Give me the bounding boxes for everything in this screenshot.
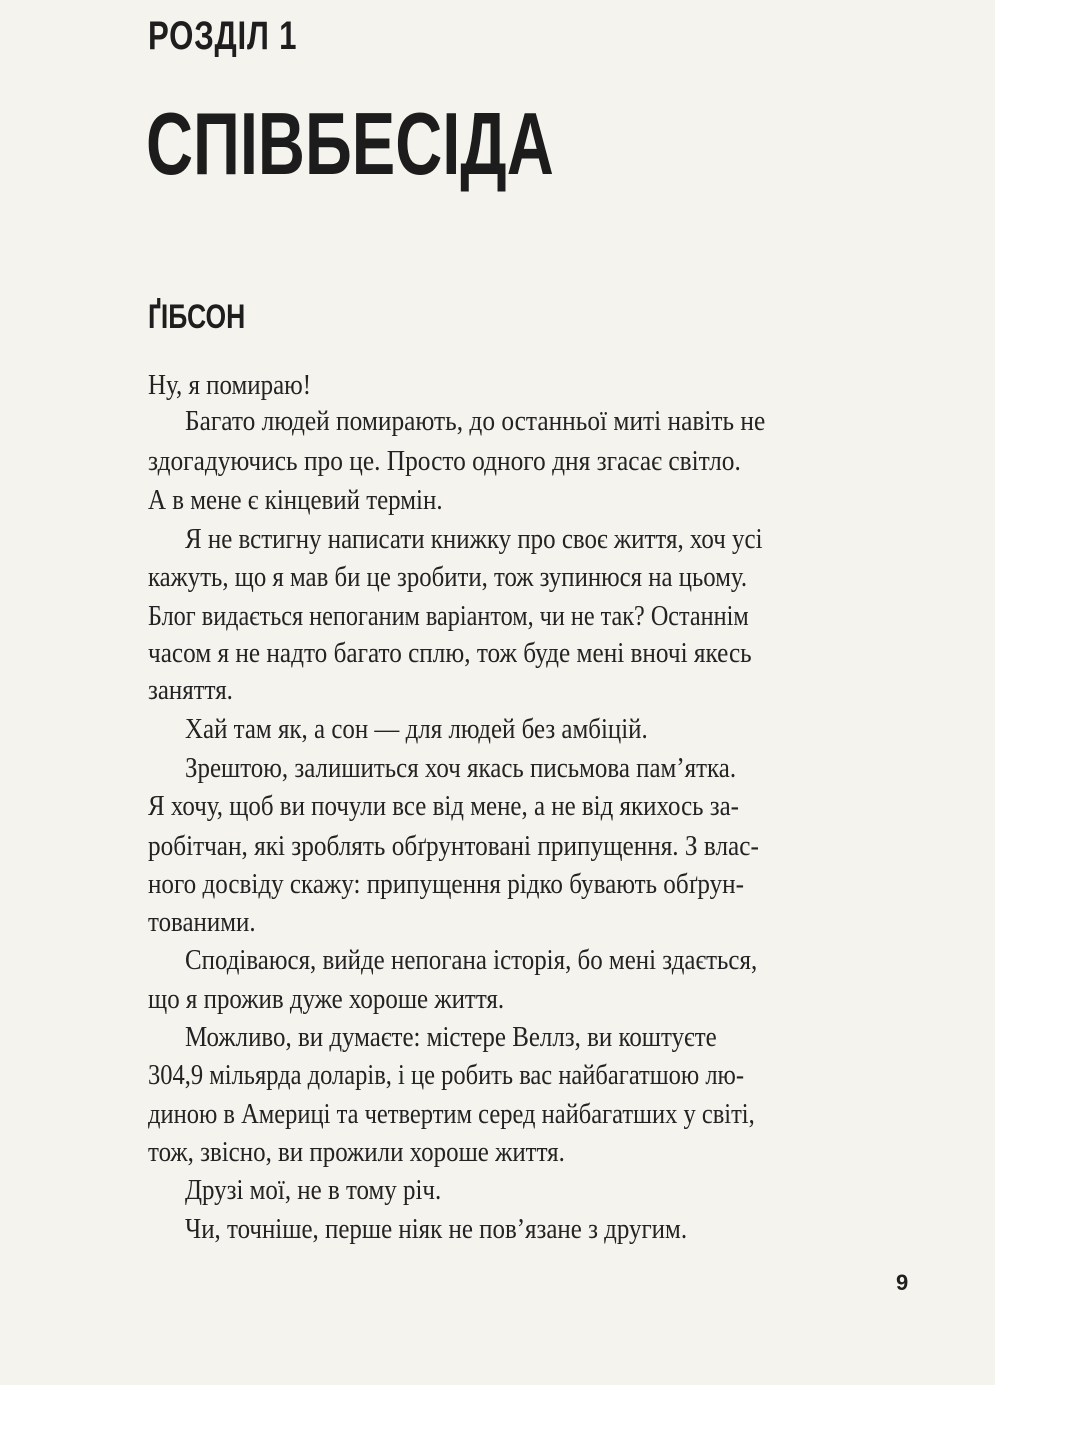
text-line: Друзі мої, не в тому річ.: [185, 1174, 442, 1206]
text-line: що я прожив дуже хороше життя.: [148, 983, 505, 1015]
text-line: Сподіваюся, вийде непогана історія, бо мені здається,: [185, 944, 758, 976]
text-line: Чи, точніше, перше ніяк не пов’язане з другим.: [185, 1213, 688, 1245]
page-number: 9: [896, 1270, 909, 1295]
text-line: робітчан, які зроблять обґрунтовані припущення. З влас-: [148, 830, 759, 862]
text-line: часом я не надто багато сплю, тож буде мені вночі якесь: [148, 637, 752, 669]
narrator-heading: ҐІБСОН: [148, 298, 246, 336]
text-line: кажуть, що я мав би це зробити, тож зупинюся на цьому.: [148, 561, 748, 593]
text-line: Блог видається непоганим варіантом, чи не так? Останнім: [148, 600, 749, 632]
text-line: Я не встигну написати книжку про своє життя, хоч усі: [185, 523, 763, 555]
text-line: Зрештою, залишиться хоч якась письмова пам’ятка.: [185, 752, 737, 784]
text-line: тованими.: [148, 906, 256, 938]
text-line: диною в Америці та четвертим серед найбагатших у світі,: [148, 1098, 755, 1130]
text-line: А в мене є кінцевий термін.: [148, 484, 443, 516]
text-line: Я хочу, щоб ви почули все від мене, а не від якихось за-: [148, 790, 739, 822]
text-line: Багато людей помирають, до останньої миті навіть не: [185, 405, 766, 437]
text-line: Ну, я помираю!: [148, 369, 312, 401]
text-line: ного досвіду скажу: припущення рідко бувають обґрун-: [148, 868, 744, 900]
chapter-title: СПІВБЕСІДА: [146, 94, 554, 193]
text-line: здогадуючись про це. Просто одного дня згасає світло.: [148, 445, 741, 477]
text-line: 304,9 мільярда доларів, і це робить вас найбагатшою лю-: [148, 1059, 745, 1091]
chapter-label: РОЗДІЛ 1: [148, 14, 298, 58]
text-line: заняття.: [148, 674, 233, 706]
text-line: Хай там як, а сон — для людей без амбіцій.: [185, 713, 648, 745]
text-line: тож, звісно, ви прожили хороше життя.: [148, 1136, 565, 1168]
text-line: Можливо, ви думаєте: містере Веллз, ви коштуєте: [185, 1021, 717, 1053]
